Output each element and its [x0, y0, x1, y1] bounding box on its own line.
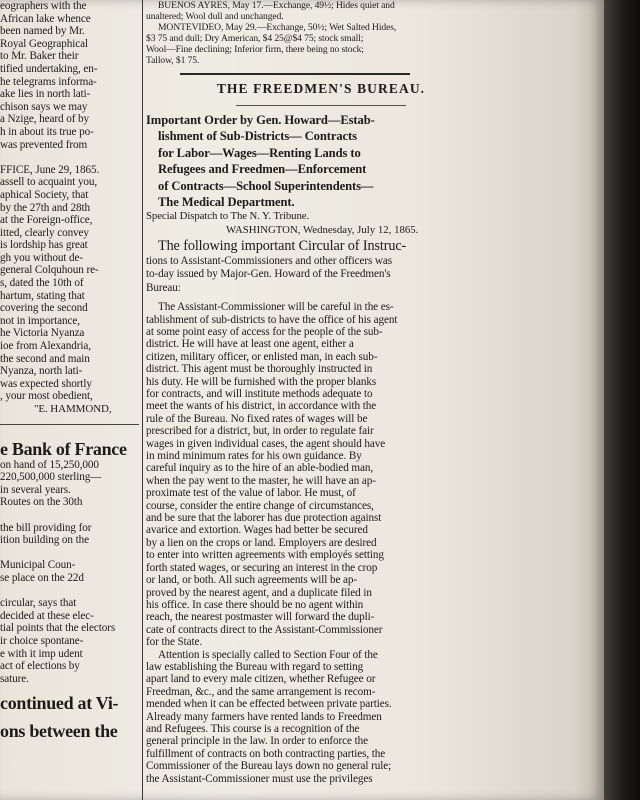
column-rule [142, 0, 143, 800]
article-paragraph-2 [146, 649, 496, 785]
text-line: sature. [0, 672, 29, 685]
body-line: Attention is specially called to Section Four of the [158, 648, 378, 661]
body-line: rule of the Bureau. No fixed rates of wages will be [146, 412, 368, 425]
deck-line: for Labor—Wages—Renting Lands to [158, 145, 361, 160]
text-line [0, 151, 139, 164]
dispatch-line: Special Dispatch to The N. Y. Tribune. [146, 210, 310, 223]
deck-line: lishment of Sub-Districts— Contracts [158, 129, 357, 144]
text-line: a Nzige, heard of by [0, 113, 90, 126]
body-line: mended when it can be effected between private parties. [146, 698, 392, 711]
body-line: apart land to every male citizen, whether Refugee or [146, 673, 376, 686]
text-line: Royal Geographical [0, 37, 88, 50]
body-line: district. He will have at least one agent, either a [146, 338, 354, 351]
body-line: Already many farmers have rented lands to Freedmen [146, 710, 382, 723]
section-rule [180, 73, 410, 75]
deck-line: The Medical Department. [158, 195, 295, 210]
body-line: cate of contracts direct to the Assistant-Commissioner [146, 623, 383, 636]
text-line: decided at these elec- [0, 609, 94, 622]
text-line: African lake whence [0, 12, 91, 25]
text-line: circular, says that [0, 597, 77, 610]
body-line: fulfillment of contracts on both contracting parties, the [146, 747, 386, 760]
body-line: meet the wants of his district, in accordance with the [146, 400, 377, 413]
column-separator [0, 424, 139, 425]
text-line: e with it imp udent [0, 647, 83, 660]
body-line: his office. In case there should be no agent within [146, 598, 364, 611]
text-line: was prevented from [0, 138, 88, 151]
body-line: when the pay went to the master, he will have an ap- [146, 474, 376, 487]
headline-deck [146, 112, 496, 210]
lead-line: tions to Assistant-Commissioners and other officers was [146, 254, 392, 267]
text-line: s, dated the 10th of [0, 277, 84, 290]
text-line [0, 509, 139, 522]
body-line: wages in given individual cases, the agent should have [146, 437, 386, 450]
body-line: forth stated wages, or securing an interest in the crop [146, 561, 378, 574]
article-paragraph-1 [146, 301, 496, 648]
body-line: prescribed for a district, but, in order to regulate fair [146, 425, 374, 438]
text-line: gh you without de- [0, 251, 84, 264]
deck-line: Refugees and Freedmen—Enforcement [158, 162, 367, 177]
body-line: careful inquiry as to the hire of an able-bodied man, [146, 462, 374, 475]
dark-background-edge [600, 0, 640, 800]
text-line: ir choice spontane- [0, 634, 84, 647]
text-line: ioe from Alexandria, [0, 340, 91, 353]
lead-paragraph [146, 238, 496, 295]
market-line: Wool—Fine declining; Inferior firm, there being no stock; [146, 44, 364, 55]
text-line: is lordship has great [0, 239, 88, 252]
body-line: for contracts, and will institute methods adequate to [146, 388, 373, 400]
body-line: proved by the nearest agent, and a duplicate filed in [146, 586, 372, 599]
body-line: district. This agent must be thoroughly instructed in [146, 363, 373, 376]
text-line: Nyanza, north lati- [0, 365, 83, 378]
signature-line: "E. HAMMOND, [34, 403, 112, 415]
text-line: assell to acquaint you, [0, 176, 98, 189]
body-line: avarice and extortion. Wages had better be secured [146, 524, 368, 537]
market-report [146, 0, 496, 66]
text-line: ake lies in north lati- [0, 88, 91, 101]
body-line: reach, the nearest postmaster will forward the dupli- [146, 611, 375, 624]
body-line: Commissioner of the Bureau lays down no general rule; [146, 760, 392, 773]
text-line: been named by Mr. [0, 25, 85, 38]
text-line: the bill providing for [0, 521, 92, 534]
bank-of-france-heading: e Bank of France [0, 438, 127, 459]
lead-line: Bureau: [146, 281, 181, 294]
text-line: the second and main [0, 352, 90, 365]
text-line: at the Foreign-office, [0, 214, 93, 227]
main-column [146, 0, 496, 800]
body-line: by a lien on the crops or land. Employers are desired [146, 536, 377, 549]
body-line: at some point easy of access for the people of the sub- [146, 325, 383, 338]
title-rule [236, 105, 406, 106]
text-line: Municipal Coun- [0, 559, 76, 572]
text-line: ition building on the [0, 534, 89, 547]
body-line: course, consider the entire change of circumstances, [146, 499, 374, 512]
text-line: on hand of 15,250,000 [0, 458, 99, 471]
text-line: itted, clearly convey [0, 226, 89, 239]
market-line: Tallow, $1 75. [146, 55, 200, 66]
body-line: for the State. [146, 636, 203, 649]
body-line: the Assistant-Commissioner must use the privileges [146, 772, 373, 785]
negotiations-heading: ons between the [0, 721, 118, 742]
text-line: Routes on the 30th [0, 496, 83, 509]
text-line: was expected shortly [0, 377, 92, 390]
body-line: tablishment of sub-districts to have the office of his agent [146, 313, 398, 326]
left-column [0, 0, 139, 800]
body-line: and be sure that the laborer has due protection against [146, 512, 382, 525]
body-line: proximate test of the value of labor. He must, of [146, 487, 356, 500]
lead-line: The following important Circular of Instruc- [158, 238, 407, 255]
left-column-news-lines [0, 459, 139, 686]
body-line: to enter into written agreements with employés setting [146, 549, 384, 562]
text-line: hartum, stating that [0, 289, 85, 302]
market-line: MONTEVIDEO, May 29.—Exchange, 50½; Wet Salted Hides, [158, 22, 397, 33]
text-line: act of elections by [0, 660, 80, 673]
text-line [0, 547, 139, 560]
text-line: 220,500,000 sterling— [0, 471, 102, 484]
body-line: general principle in the law. In order to enforce the [146, 735, 368, 748]
body-line: and Refugees. This course is a recognition of the [146, 722, 360, 735]
text-line: tial points that the electors [0, 622, 116, 635]
continued-heading: continued at Vi- [0, 693, 119, 714]
lead-line: to-day issued by Major-Gen. Howard of the Freedmen's [146, 268, 391, 281]
market-line: $3 75 and dull; Dry American, $4 25@$4 75; stock small; [146, 33, 364, 44]
deck-line: of Contracts—School Superintendents— [158, 178, 374, 193]
text-line: he Victoria Nyanza [0, 327, 85, 340]
body-line: or land, or both. All such agreements will be ap- [146, 574, 358, 587]
text-line: aphical Society, that [0, 188, 89, 201]
text-line: to Mr. Baker their [0, 50, 79, 63]
text-line: h in about its true po- [0, 125, 94, 138]
body-line: The Assistant-Commissioner will be careful in the es- [158, 301, 394, 314]
text-line: he telegrams informa- [0, 75, 97, 88]
text-line: eographers with the [0, 0, 87, 12]
text-line [0, 585, 139, 598]
text-line: general Colquhoun re- [0, 264, 99, 277]
body-line: his duty. He will be furnished with the proper blanks [146, 375, 377, 388]
text-line: se place on the 22d [0, 571, 84, 584]
market-line: BUENOS AYRES, May 17.—Exchange, 49½; Hides quiet and [158, 0, 395, 11]
text-line: by the 27th and 28th [0, 201, 90, 214]
text-line: chison says we may [0, 100, 88, 113]
body-line: Freedman, &c., and the same arrangement is recom- [146, 685, 376, 698]
left-column-article-lines [0, 0, 139, 403]
text-line: in several years. [0, 483, 71, 496]
body-line: citizen, military officer, or enlisted man, in each sub- [146, 350, 378, 363]
market-line: unaltered; Wool dull and unchanged. [146, 11, 284, 22]
text-line: FFICE, June 29, 1865. [0, 163, 100, 176]
text-line: not in importance, [0, 314, 80, 327]
body-line: in mind minimum rates for his own guidance. By [146, 450, 362, 463]
text-line: tified undertaking, en- [0, 62, 98, 75]
text-line: covering the second [0, 302, 88, 315]
deck-line: Important Order by Gen. Howard—Estab- [146, 113, 375, 127]
dateline: WASHINGTON, Wednesday, July 12, 1865. [226, 224, 419, 237]
text-line: , your most obedient, [0, 390, 93, 403]
section-title: THE FREEDMEN'S BUREAU. [216, 81, 426, 96]
body-line: law establishing the Bureau with regard to setting [146, 660, 364, 673]
